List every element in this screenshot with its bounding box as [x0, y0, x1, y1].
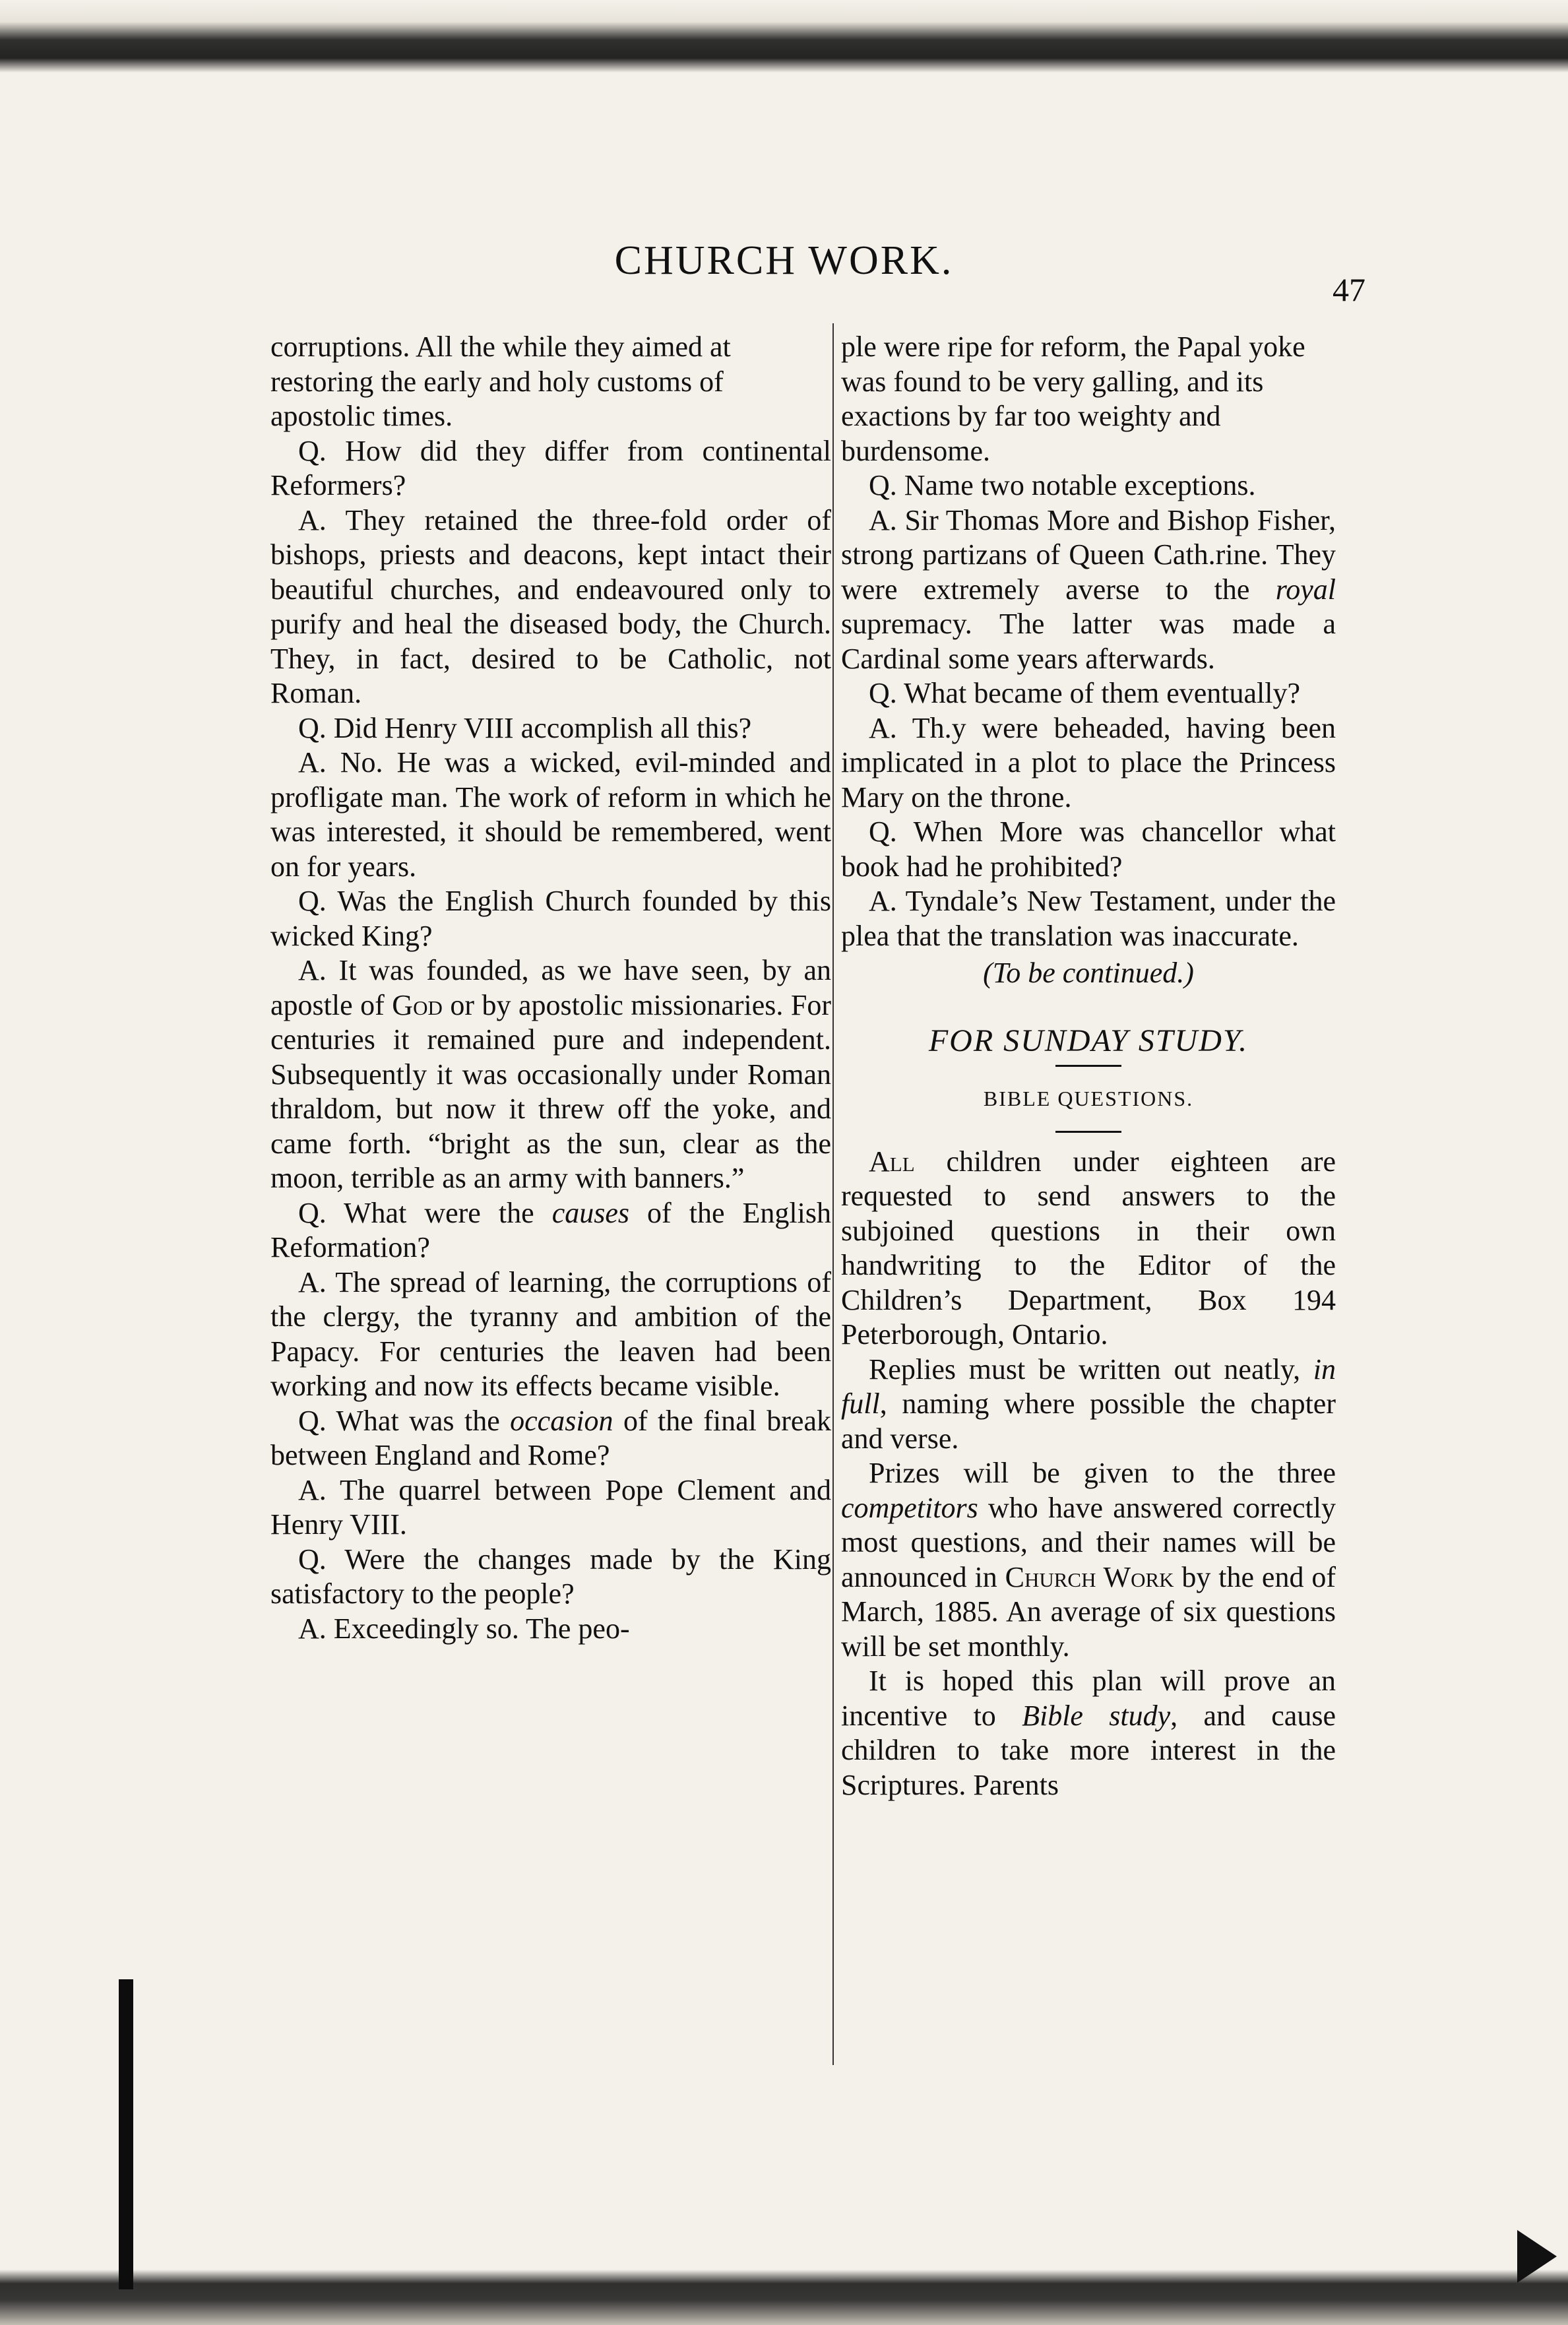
answer [841, 503, 1336, 677]
answer: A. They retained the three-fold order of bishops, priests and deacons, kept intact their beautiful churches, and endeavoured only to purify and heal the diseased body, the Church. They, in fact, desired to be Catholic, not Roman. [270, 503, 831, 709]
paragraph [841, 1353, 1336, 1457]
question-text: of the final break between England and Rome? [270, 1404, 831, 1471]
answer: A. The spread of learning, the corruptions of the clergy, the tyranny and ambition of the Papacy. For centuries the leaven had been working and now its effects became visible. [270, 1265, 831, 1402]
paragraph-text: children under eighteen are requested to send answers to the subjoined questions in their own handwriting to the Editor of the Children’s Department, Box 194 Peterborough, Ontario. [841, 1145, 1336, 1351]
small-caps-god: God [392, 988, 443, 1021]
paragraph-text: , and cause children to take more interest in the Scriptures. Parents [841, 1699, 1336, 1801]
answer [270, 953, 831, 1196]
small-caps-all: All [869, 1145, 915, 1178]
answer-text: A. Sir Thomas More and Bishop Fisher, strong partizans of Queen Cath.rine. They were extremely averse to the [841, 503, 1336, 606]
paragraph-text: , naming where possible the chapter and verse. [841, 1387, 1336, 1455]
corner-arrow-icon [1517, 2230, 1557, 2283]
question-text: Q. What were the [298, 1196, 552, 1229]
answer: A. Tyndale’s New Testament, under the plea that the translation was inaccurate. [841, 885, 1336, 952]
answer: A. Exceedingly so. The peo- [298, 1612, 630, 1645]
answer: A. No. He was a wicked, evil-minded and profligate man. The work of reform in which he was interested, it should be remembered, went on for years. [270, 746, 831, 883]
answer: A. The quarrel between Pope Clement and Henry VIII. [270, 1473, 831, 1541]
section-title: FOR SUNDAY STUDY. [928, 1023, 1249, 1058]
paragraph-text: who have answered correctly most questions, and their names will be announced in [841, 1491, 1336, 1593]
paragraph [841, 1456, 1336, 1664]
paragraph-text: by the end of March, 1885. An average of six questions will be set monthly. [841, 1560, 1336, 1663]
question-text: of the English Reformation? [270, 1196, 831, 1263]
column-divider [832, 323, 834, 2065]
italic-occasion: occasion [510, 1404, 613, 1437]
question: Q. Did Henry VIII accomplish all this? [298, 711, 752, 744]
question: Q. Were the changes made by the King satisfactory to the people? [270, 1543, 831, 1610]
italic-causes: causes [551, 1196, 629, 1229]
short-rule [1055, 1131, 1121, 1133]
question [270, 1196, 831, 1265]
small-caps-church-work: Church Work [1005, 1560, 1174, 1593]
question [270, 1404, 831, 1473]
subheading: BIBLE QUESTIONS. [983, 1087, 1194, 1110]
italic-bible-study: Bible study [1022, 1699, 1171, 1732]
page-number: 47 [1333, 271, 1365, 308]
paragraph-text: It is hoped this plan will prove an incentive to [841, 1665, 1336, 1732]
italic-royal: royal [1275, 573, 1336, 606]
question: Q. When More was chancellor what book had he prohibited? [841, 815, 1336, 883]
italic-competitors: competitors [841, 1491, 978, 1524]
paragraph [841, 1664, 1336, 1802]
left-column [270, 330, 831, 2065]
paragraph-text: Prizes will be given to the three [869, 1457, 1336, 1489]
scan-bottom-border [0, 2270, 1568, 2325]
answer-text: A. It was founded, as we have seen, by an apostle of [270, 954, 831, 1021]
short-rule [1055, 1065, 1121, 1067]
running-title: CHURCH WORK. [614, 238, 954, 283]
paragraph-text: Replies must be written out neatly, [869, 1353, 1313, 1385]
answer-text: supremacy. The latter was made a Cardinal some years afterwards. [841, 608, 1336, 675]
scan-left-edge [119, 1979, 133, 2289]
answer-text: or by apostolic missionaries. For centuries it remained pure and independent. Subsequently it was occasionally under Roman thraldom, but now it threw off the yoke, and came forth. “bright as the sun, clear as the moon, terrible as an army with banners.” [270, 988, 831, 1194]
question: Q. Was the English Church founded by this wicked King? [270, 885, 831, 952]
paragraph: ple were ripe for reform, the Papal yoke was found to be very galling, and its exactions by far too weighty and burdensome. [841, 331, 1305, 467]
right-column [841, 330, 1336, 2065]
answer: A. Th.y were beheaded, having been implicated in a plot to place the Princess Mary on the throne. [841, 711, 1336, 813]
scan-top-border [0, 0, 1568, 73]
question-text: Q. What was the [298, 1404, 511, 1437]
italic-in-full: in full [841, 1353, 1336, 1420]
question: Q. Name two notable exceptions. [869, 469, 1256, 501]
question: Q. What became of them eventually? [869, 677, 1301, 709]
to-be-continued: (To be continued.) [983, 957, 1194, 989]
paragraph: corruptions. All the while they aimed at restoring the early and holy customs of apostolic times. [270, 331, 731, 432]
paragraph [841, 1145, 1336, 1353]
question: Q. How did they differ from continental Reformers? [270, 434, 831, 501]
